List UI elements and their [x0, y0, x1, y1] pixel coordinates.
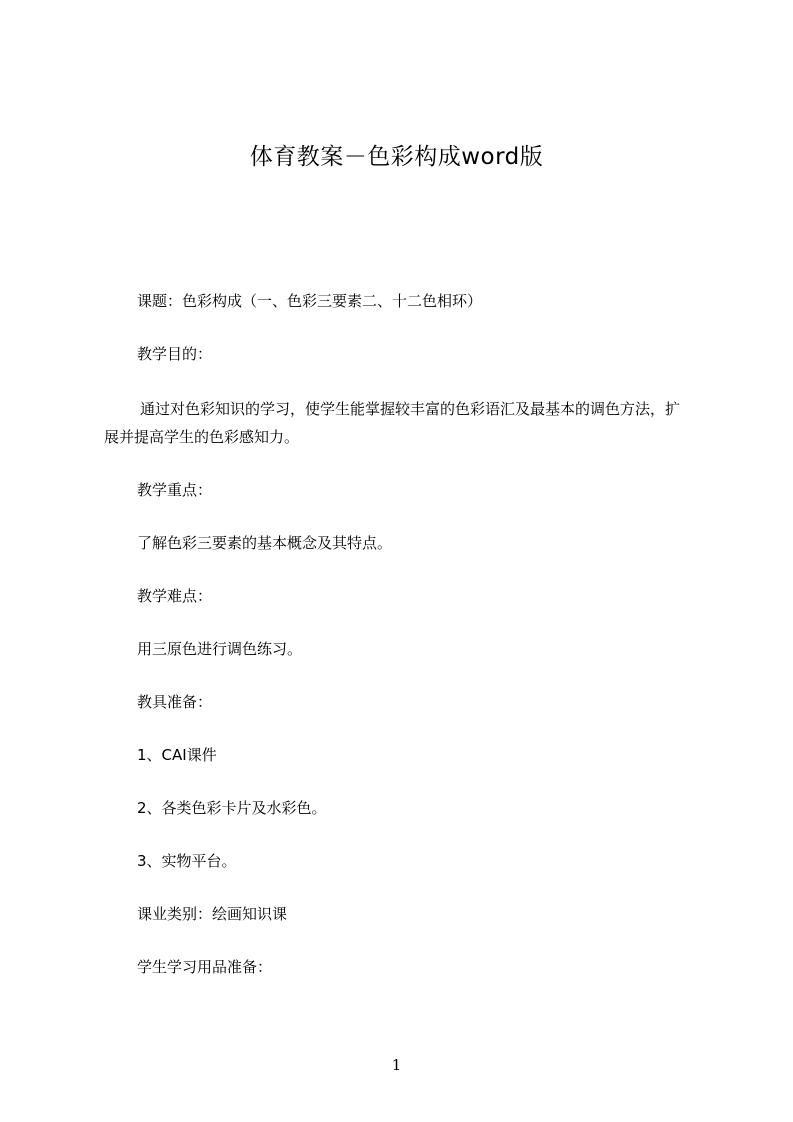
teaching-aids-heading: 教具准备： — [137, 693, 213, 711]
document-title: 体育教案－色彩构成word版 — [249, 144, 544, 170]
teaching-aid-item-1: 1、CAI课件 — [137, 746, 217, 764]
teaching-aid-item-3: 3、实物平台。 — [137, 852, 237, 870]
teaching-objective-heading: 教学目的： — [137, 345, 213, 363]
teaching-difficulty-text: 用三原色进行调色练习。 — [137, 640, 303, 658]
teaching-focus-heading: 教学重点： — [137, 481, 213, 499]
teaching-difficulty-heading: 教学难点： — [137, 587, 213, 605]
page-number: 1 — [391, 1056, 402, 1074]
teaching-aid-item-2: 2、各类色彩卡片及水彩色。 — [137, 799, 327, 817]
teaching-objective-text: 通过对色彩知识的学习，使学生能掌握较丰富的色彩语汇及最基本的调色方法，扩展并提高学生的色彩感知力。 — [104, 400, 681, 446]
lesson-topic: 课题：色彩构成（一、色彩三要素二、十二色相环） — [137, 292, 483, 310]
course-type: 课业类别：绘画知识课 — [137, 905, 288, 923]
teaching-focus-text: 了解色彩三要素的基本概念及其特点。 — [137, 534, 393, 552]
student-supplies-heading: 学生学习用品准备： — [137, 958, 273, 976]
